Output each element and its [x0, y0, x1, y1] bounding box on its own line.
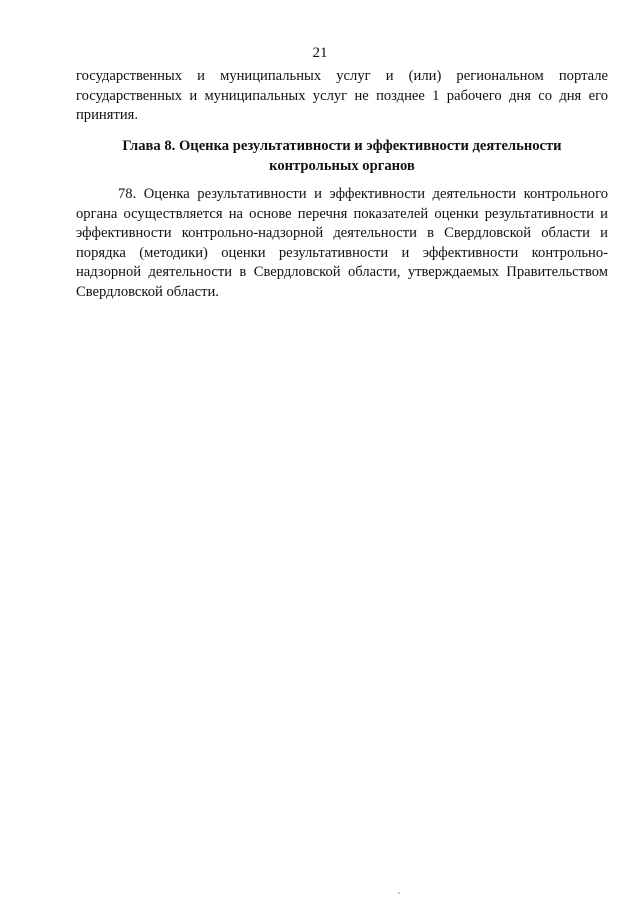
text-line: порядка (методики) оценки результативности и эффективности контрольно-: [76, 244, 608, 261]
text-line: 78. Оценка результативности и эффективности деятельности контрольного: [118, 186, 608, 202]
text-line: эффективности контрольно-надзорной деятельности в Свердловской области и: [76, 225, 608, 241]
heading-line: контрольных органов: [269, 157, 415, 174]
heading-line: Глава 8. Оценка результативности и эффективности деятельности: [122, 138, 562, 154]
text-line: надзорной деятельности в Свердловской области, утверждаемых Правительством: [76, 264, 608, 280]
chapter-heading: [76, 137, 608, 176]
text-line: принятия.: [76, 107, 138, 123]
text-line: государственных и муниципальных услуг не позднее 1 рабочего дня со дня его: [76, 87, 608, 104]
paragraph-78: [76, 185, 608, 302]
text-line: органа осуществляется на основе перечня показателей оценки результативности и: [76, 205, 608, 222]
scan-speck: [398, 892, 400, 894]
page-number: 21: [312, 45, 328, 61]
text-line: Свердловской области.: [76, 283, 219, 300]
text-line: государственных и муниципальных услуг и (или) региональном портале: [76, 68, 608, 84]
continuation-paragraph: [76, 67, 608, 126]
